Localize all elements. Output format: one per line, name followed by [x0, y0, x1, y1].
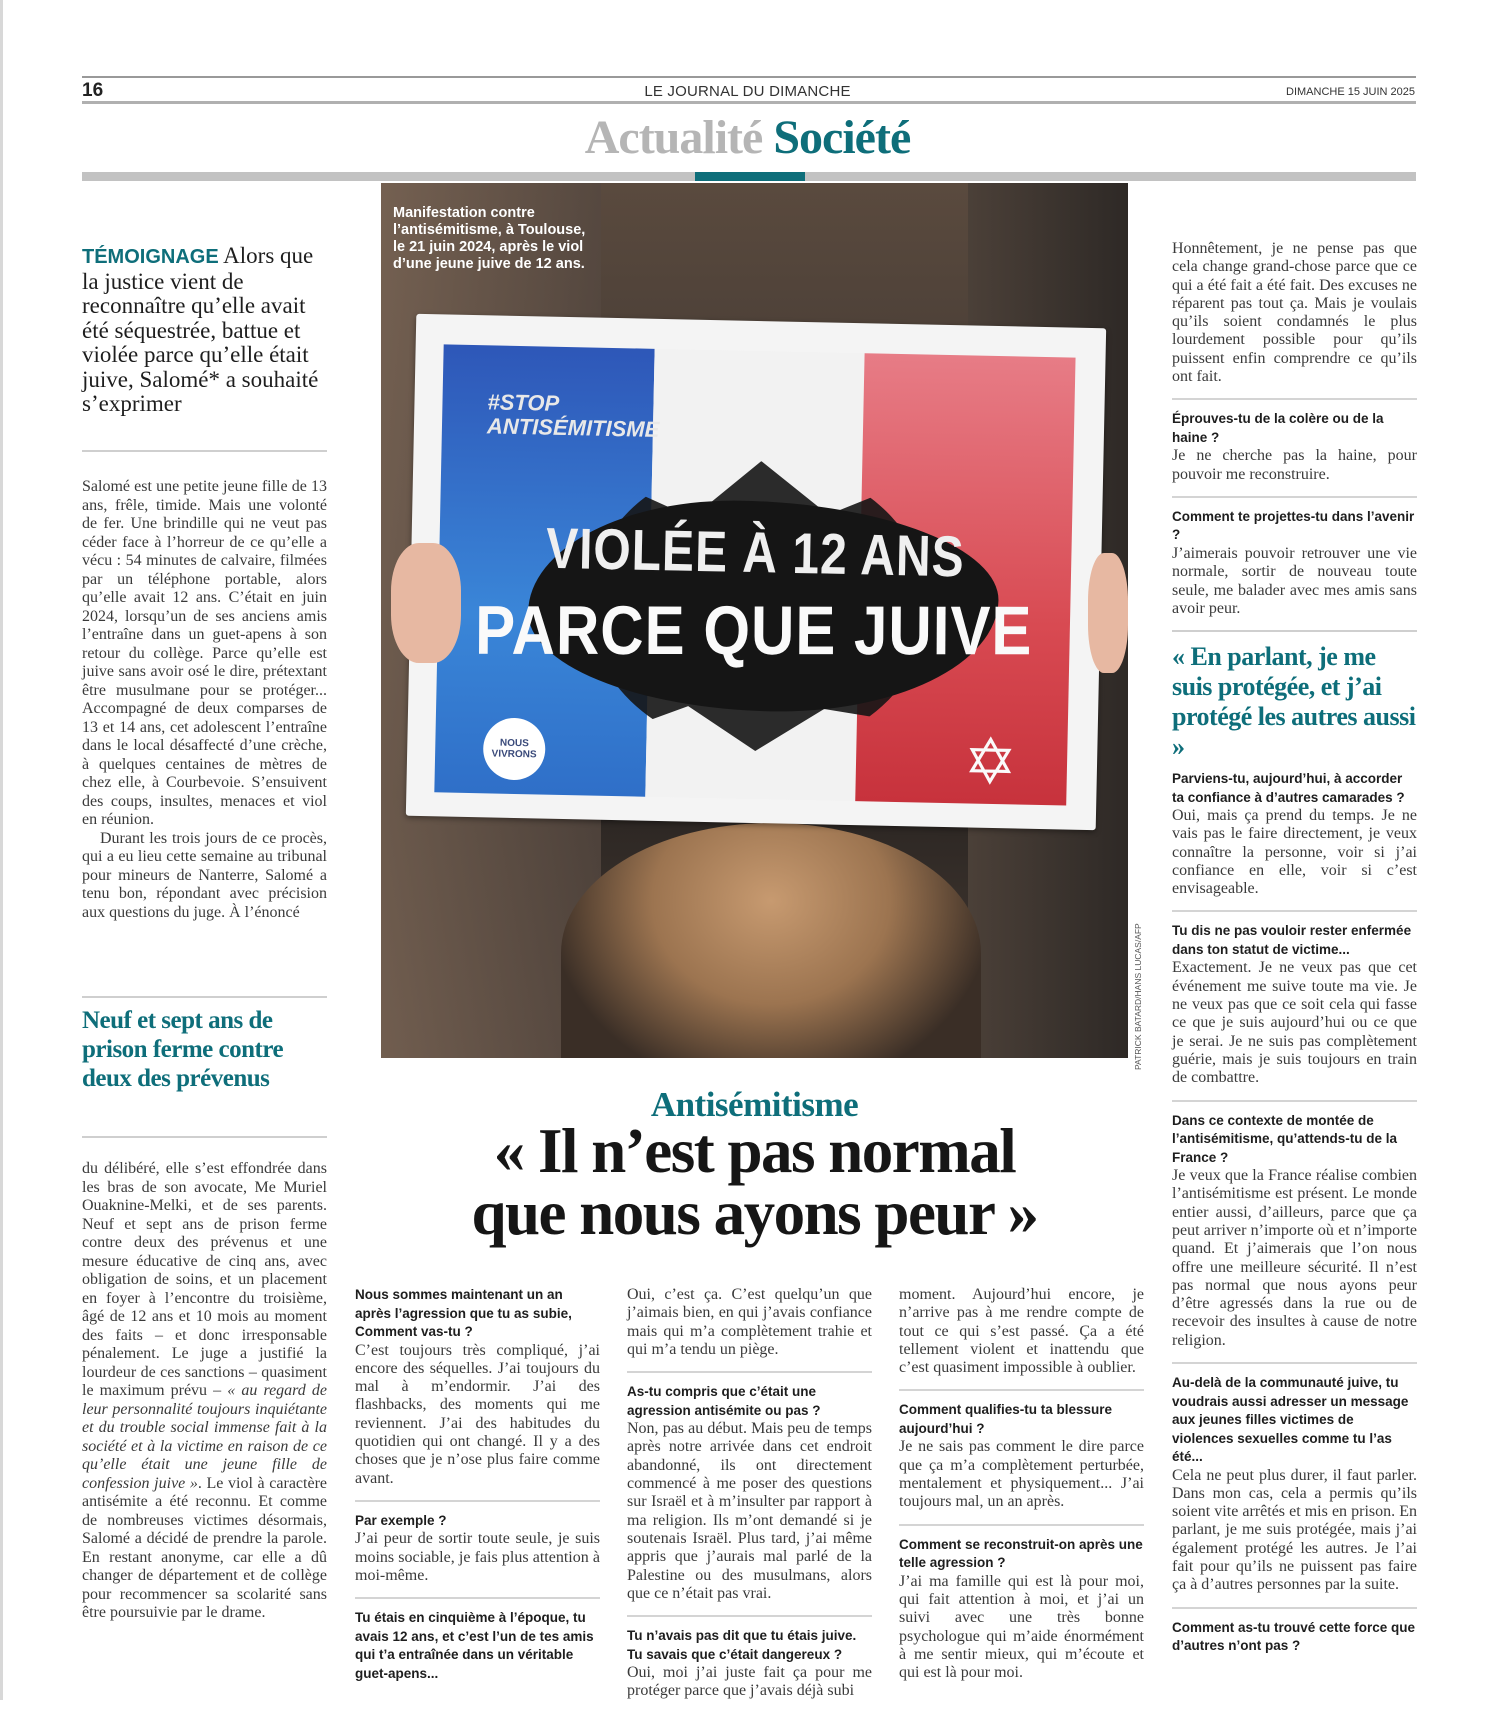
star-of-david-icon: ✡	[962, 726, 1018, 799]
interview-right-bottom	[1172, 770, 1417, 1656]
interview-answer: J’aimerais pouvoir retrouver une vie normale, sortir de nouveau toute seule, me balader avec mes amis sans avoir peur.	[1172, 544, 1417, 617]
divider	[627, 1615, 872, 1617]
text-run: du délibéré, elle s’est effondrée dans les bras de son avocate, Me Muriel Ouaknine-Melki, et de ses parents. Neuf et sept ans de prison ferme contre deux des prévenus et une mesure éducative de cinq ans, avec obligation de soins, et un placement en foyer à l’encontre du troisième, âgé de 12 ans et 10 mois au moment des faits – et donc irresponsable pénalement. Le juge a justifié la lourdeur de ces sanctions – quasiment le maximum prévu –	[82, 1160, 327, 1399]
sign-hashtag: #STOP ANTISÉMITISME	[486, 389, 660, 442]
interview-question: As-tu compris que c’était une agression antisémite ou pas ?	[627, 1384, 821, 1418]
rubric-actualite: Actualité	[584, 111, 763, 164]
interview-question: Nous sommes maintenant un an après l’agression que tu as subie, Comment vas-tu ?	[355, 1287, 572, 1339]
hand-right	[1088, 553, 1128, 673]
standfirst	[82, 244, 327, 417]
headline-line: « Il n’est pas normal	[493, 1116, 1016, 1186]
interview-question: Comment te projettes-tu dans l’avenir ?	[1172, 508, 1415, 543]
hand-left	[391, 543, 461, 663]
interview-column-1	[355, 1286, 600, 1683]
interview-answer: moment. Aujourd’hui encore, je n’arrive pas à me rendre compte de tout ce qui s’est passé. Ça a été tellement violent et inattendu que c’est quasiment impossible à oublier.	[899, 1286, 1144, 1377]
newspaper-name: LE JOURNAL DU DIMANCHE	[644, 83, 851, 100]
interview-answer: J’ai ma famille qui est là pour moi, qui fait attention à moi, et j’ai un suivi avec une très bonne psychologue qui m’aide énormément à me sentir mieux, qui m’écoute et qui est là pour moi.	[899, 1572, 1144, 1682]
interview-answer: C’est toujours très compliqué, j’ai encore des séquelles. J’ai toujours du mal à m’endormir. J’ai des flashbacks, des moments qui me reviennent. J’ai des habitudes du quotidien qui ont changé. Il y a des choses que je n’ose plus faire comme avant.	[355, 1341, 600, 1487]
photo-credit: PATRICK BATARD/HANS LUCAS/AFP	[1133, 923, 1143, 1070]
divider	[1172, 1607, 1417, 1609]
divider	[1172, 1362, 1417, 1364]
divider	[1172, 496, 1417, 498]
sign-text-line1: VIOLÉE À 12 ANS	[545, 517, 966, 590]
interview-answer: Je ne cherche pas la haine, pour pouvoir me reconstruire.	[1172, 447, 1417, 483]
divider	[1172, 1100, 1417, 1102]
interview-column-2	[627, 1286, 872, 1713]
french-flag-graphic	[434, 344, 1075, 805]
interview-answer: J’ai peur de sortir toute seule, je suis moins sociable, je fais plus attention à moi-même.	[355, 1530, 600, 1584]
protest-photo	[381, 183, 1128, 1058]
interview-column-3	[899, 1286, 1144, 1694]
protest-sign	[406, 314, 1106, 830]
interview-question: Au-delà de la communauté juive, tu voudrais aussi adresser un message aux jeunes filles victimes de violences sexuelles comme tu l’as été...	[1172, 1375, 1409, 1465]
sign-text-line2: PARCE QUE JUIVE	[474, 591, 1033, 670]
rubric-societe: Société	[773, 111, 911, 164]
kicker-temoignage: TÉMOIGNAGE	[82, 246, 219, 268]
interview-answer: Honnêtement, je ne pense pas que cela change grand-chose parce que ce qui a été fait a été fait. Des excuses ne réparent pas tout ça. Mais je voulais qu’ils soient condamnés le plus lourdement possible pour qu’ils puissent enfin comprendre ce qu’ils ont fait.	[1172, 240, 1417, 386]
paragraph: Salomé est une petite jeune fille de 13 ans, frêle, timide. Mais une volonté de fer. Une brindille qui ne veut pas céder face à l’horreur de ce qu’elle a vécu : 54 minutes de calvaire, filmées par un téléphone portable, alors qu’elle avait 12 ans. C’était en juin 2024, lorsqu’un de ses anciens amis l’entraîne dans un guet-apens à son retour du collège. Parce qu’elle est juive sans avoir osé le dire, prétextant être musulmane pour se protéger... Accompagné de deux comparses de 13 et 14 ans, cet adolescent l’entraîne dans le local désaffecté d’une crèche, à quelques centaines de mètres de chez elle, à Courbevoie. S’ensuivent des coups, insultes, menaces et viol en réunion.	[82, 478, 327, 828]
text-run: . Le viol à caractère antisémite a été reconnu. Et comme de nombreuses victimes désormais, Salomé a décidé de prendre la parole. En restant anonyme, car elle a dû changer de département et de collège pour recommencer sa scolarité sans être poursuivie par le drame.	[82, 1474, 328, 1621]
interview-question: Comment se reconstruit-on après une telle agression ?	[899, 1536, 1143, 1571]
divider	[1172, 398, 1417, 400]
divider	[1172, 910, 1417, 912]
interview-question: Comment as-tu trouvé cette force que d’autres n’ont pas ?	[1172, 1619, 1416, 1654]
interview-right-top	[1172, 240, 1417, 630]
interview-answer: Oui, moi j’ai juste fait ça pour me protéger parce que j’avais déjà subi	[627, 1664, 872, 1700]
paragraph	[82, 1160, 327, 1623]
page-number: 16	[82, 80, 104, 101]
headline	[381, 1116, 1128, 1248]
divider	[899, 1389, 1144, 1391]
article-intro	[82, 478, 327, 922]
intertitle: Neuf et sept ans de prison ferme contre deux des prévenus	[82, 1007, 284, 1092]
page-edge	[0, 0, 3, 1700]
interview-question: Tu n’avais pas dit que tu étais juive. Tu savais que c’était dangereux ?	[627, 1628, 857, 1662]
interview-question: Tu dis ne pas vouloir rester enfermée dans ton statut de victime...	[1172, 923, 1412, 957]
interview-question: Éprouves-tu de la colère ou de la haine ?	[1172, 411, 1384, 445]
headline-kicker: Antisémitisme	[650, 1085, 859, 1124]
divider	[899, 1524, 1144, 1526]
interview-question: Parviens-tu, aujourd’hui, à accorder ta confiance à d’autres camarades ?	[1172, 771, 1405, 805]
interview-answer: Je ne sais pas comment le dire parce que ça m’a complètement perturbée, mentalement et physiquement... J’ai toujours mal, un an après.	[899, 1438, 1144, 1511]
section-band-accent	[695, 172, 805, 181]
issue-date: DIMANCHE 15 JUIN 2025	[1286, 86, 1415, 98]
paragraph: Durant les trois jours de ce procès, qui a eu lieu cette semaine au tribunal pour mineurs de Nanterre, Salomé a tenu bon, répondant avec précision aux questions du juge. À l’énoncé	[82, 829, 327, 921]
interview-answer: Cela ne peut plus durer, il faut parler. Dans mon cas, cela a permis qu’ils soient vite arrêtés et mis en prison. En parlant, je me suis protégée, mais j’ai également protégé les autres. Je l’ai fait pour qu’ils ne puissent pas faire ça à d’autres personnes par la suite.	[1172, 1466, 1417, 1594]
interview-answer: Exactement. Je ne veux pas que cet événement me suive toute ma vie. Je ne veux pas que ce soit cela qui fasse ce que je suis aujourd’hui ou ce que je serai. Je ne suis pas complètement guérie, mais je suis toujours en train de combattre.	[1172, 959, 1417, 1087]
interview-answer: Je veux que la France réalise combien l’antisémitisme est présent. Le monde entier aussi, d’ailleurs, parce que ça peut arriver n’importe où et n’importe quand. Et j’aimerais que l’on nous offre une meilleure sécurité. Il n’est pas normal que nous ayons peur d’être agressés dans la rue ou de recevoir des insultes à cause de notre religion.	[1172, 1167, 1417, 1349]
interview-question: Comment qualifies-tu ta blessure aujourd’hui ?	[899, 1402, 1113, 1436]
interview-question: Tu étais en cinquième à l’époque, tu avais 12 ans, et c’est l’un de tes amis qui t’a entraînée dans un véritable guet-apens...	[355, 1610, 594, 1681]
interview-answer: Oui, mais ça prend du temps. Je ne vais pas le faire directement, je veux connaître la personne, voir si j’ai confiance en elle, voir si c’est envisageable.	[1172, 807, 1417, 898]
headline-line: que nous ayons peur »	[471, 1178, 1038, 1248]
pull-quote: « En parlant, je me suis protégée, et j’ai protégé les autres aussi »	[1172, 642, 1416, 761]
divider	[627, 1371, 872, 1373]
article-continued	[82, 1160, 327, 1623]
divider	[355, 1500, 600, 1502]
divider	[82, 1136, 327, 1138]
interview-answer: Non, pas au début. Mais peu de temps après notre arrivée dans cet endroit abandonné, ils ont directement commencé à me poser des questions sur Israël et à m’insulter par rapport à ma religion. Ils m’ont demandé si je soutenais Israël. Plus tard, j’ai même appris que j’aurais mal parlé de la Palestine ou des musulmans, alors que ce n’était pas vrai.	[627, 1420, 872, 1602]
header-bottom-rule	[82, 101, 1416, 104]
divider	[82, 450, 327, 452]
interview-answer: Oui, c’est ça. C’est quelqu’un que j’aimais bien, en qui j’avais confiance mais qui m’a complètement trahie et qui m’a tendu un piège.	[627, 1286, 872, 1358]
divider	[1172, 630, 1417, 632]
interview-question: Par exemple ?	[355, 1512, 447, 1528]
nous-vivrons-logo: NOUS VIVRONS	[483, 717, 546, 780]
section-rubric	[0, 110, 1495, 165]
photo-caption: Manifestation contre l’antisémitisme, à Toulouse, le 21 juin 2024, après le viol d’une jeune juive de 12 ans.	[393, 205, 586, 272]
standfirst-text: Alors que la justice vient de reconnaître qu’elle avait été séquestrée, battue et violée parce qu’elle était juive, Salomé* a souhaité s’exprimer	[82, 243, 319, 416]
judge-quote: « au regard de leur personnalité toujours inquiétante et du trouble social immense fait à la société et à la victime en raison de ce qu’elle était une jeune fille de confession juive »	[82, 1382, 328, 1492]
divider	[82, 996, 327, 998]
protester-figure	[561, 823, 981, 1058]
interview-question: Dans ce contexte de montée de l’antisémitisme, qu’attends-tu de la France ?	[1172, 1112, 1398, 1165]
header-top-rule	[82, 76, 1416, 78]
divider	[355, 1597, 600, 1599]
